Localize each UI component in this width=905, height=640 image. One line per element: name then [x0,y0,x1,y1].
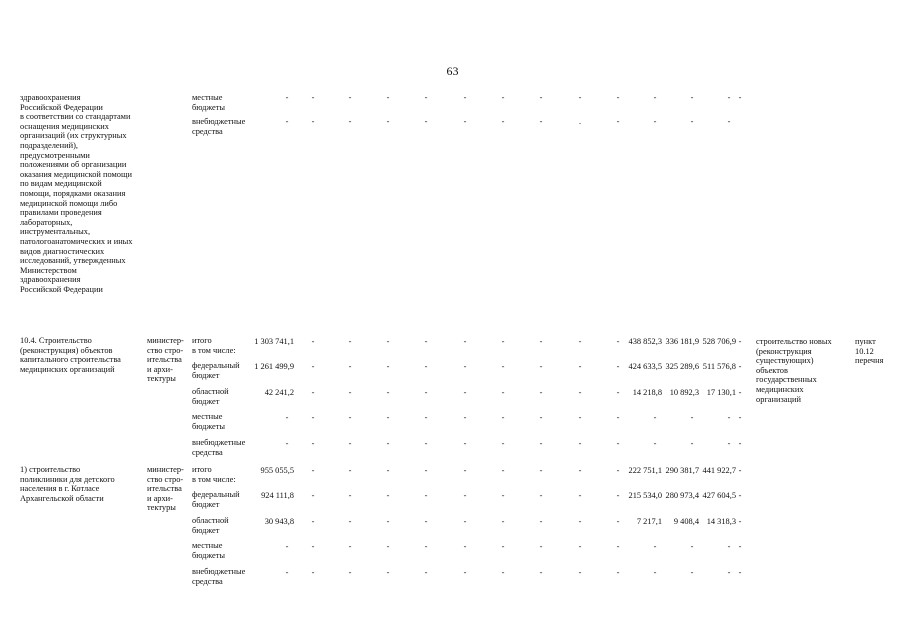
cell-value: - [738,517,742,526]
cell-value: - [463,517,467,526]
cell-value: - [653,568,657,577]
item-name: 1) строительство поликлиники для детского населения в г. Котласе Архангельской области [20,465,115,503]
cell-value: - [348,466,352,475]
cell-value: - [501,517,505,526]
cell-value: - [616,439,620,448]
cell-value: - [348,362,352,371]
cell-value: - [727,117,731,126]
funding-source: местные бюджеты [192,412,226,431]
cell-value: 10 892,3 [669,388,699,397]
cell-value: - [463,542,467,551]
cell-value: - [463,491,467,500]
cell-value: - [501,117,505,126]
cell-value: - [578,466,582,475]
cell-value: 438 852,3 [628,337,662,346]
cell-value: - [501,362,505,371]
cell-value: - [539,117,543,126]
cell-value: - [501,337,505,346]
cell-value: - [501,491,505,500]
cell-value: 1 261 499,9 [254,362,294,371]
cell-value: - [463,568,467,577]
cell-value: - [463,388,467,397]
executor: министер- ство стро- ительства и архи- тектуры [147,336,184,384]
cell-value: - [386,117,390,126]
cell-value: - [501,568,505,577]
cell-value: 955 055,5 [260,466,294,475]
cell-value: - [386,542,390,551]
cell-value: - [348,93,352,102]
funding-source: внебюджетные средства [192,438,246,457]
cell-value: - [539,388,543,397]
cell-value: - [616,93,620,102]
cell-value: - [348,388,352,397]
cell-value: - [424,439,428,448]
cell-value: - [539,362,543,371]
cell-value: 222 751,1 [628,466,662,475]
cell-value: - [616,388,620,397]
cell-value: - [424,337,428,346]
cell-value: - [653,413,657,422]
cell-value: - [616,517,620,526]
cell-value: 17 130,1 [706,388,736,397]
cell-value: . [578,117,582,126]
cell-value: - [616,337,620,346]
item-name: здравоохранения Российской Федерации в соответствии со стандартами оснащения медицинских организаций (их структурных подразделений), предусмотренными положениями об организации оказания медицинской помощи по видам медицинской помощи, порядками оказания медицинской помощи либо правилами проведения лабораторных, инструментальных, патологоанатомических и иных видов диагностических исследований, утвержденных Министерством здравоохранения Российской Федерации [20,93,133,294]
cell-value: - [348,542,352,551]
cell-value: - [738,466,742,475]
cell-value: - [463,413,467,422]
cell-value: - [386,491,390,500]
cell-value: - [311,439,315,448]
cell-value: - [578,542,582,551]
cell-value: - [653,117,657,126]
cell-value: - [578,337,582,346]
cell-value: - [311,413,315,422]
reference: пункт 10.12 перечня [855,337,884,366]
cell-value: - [285,117,289,126]
cell-value: - [311,568,315,577]
cell-value: - [386,337,390,346]
cell-value: - [690,413,694,422]
funding-source: федеральный бюджет [192,361,240,380]
cell-value: - [311,542,315,551]
cell-value: - [727,439,731,448]
cell-value: - [616,542,620,551]
cell-value: - [539,491,543,500]
cell-value: - [501,542,505,551]
cell-value: - [616,491,620,500]
cell-value: - [285,439,289,448]
cell-value: 427 604,5 [702,491,736,500]
cell-value: - [424,517,428,526]
cell-value: - [424,568,428,577]
executor: министер- ство стро- ительства и архи- тектуры [147,465,184,513]
cell-value: 441 922,7 [702,466,736,475]
cell-value: - [348,568,352,577]
cell-value: - [653,93,657,102]
cell-value: - [386,517,390,526]
cell-value: - [424,93,428,102]
cell-value: - [285,568,289,577]
cell-value: - [386,439,390,448]
expected-result: строительство новых (реконструкция существующих) объектов государственных медицинских организаций [756,337,832,404]
cell-value: 14 318,3 [706,517,736,526]
cell-value: - [424,466,428,475]
cell-value: - [311,388,315,397]
cell-value: 42 241,2 [264,388,294,397]
funding-source: местные бюджеты [192,93,226,112]
cell-value: - [690,542,694,551]
cell-value: - [348,439,352,448]
cell-value: - [727,413,731,422]
cell-value: - [463,93,467,102]
cell-value: - [653,542,657,551]
cell-value: - [424,362,428,371]
cell-value: - [690,117,694,126]
cell-value: 511 576,8 [702,362,736,371]
cell-value: 9 408,4 [673,517,699,526]
cell-value: - [386,362,390,371]
cell-value: - [311,466,315,475]
cell-value: - [285,413,289,422]
funding-source: итого в том числе: [192,336,236,355]
cell-value: - [424,388,428,397]
cell-value: - [539,93,543,102]
cell-value: - [348,517,352,526]
cell-value: 1 303 741,1 [254,337,294,346]
cell-value: 280 973,4 [665,491,699,500]
cell-value: - [463,117,467,126]
cell-value: - [463,466,467,475]
cell-value: - [501,93,505,102]
cell-value: - [386,413,390,422]
cell-value: - [616,117,620,126]
cell-value: - [311,517,315,526]
cell-value: - [738,568,742,577]
cell-value: 424 633,5 [628,362,662,371]
funding-source: федеральный бюджет [192,490,240,509]
cell-value: - [616,362,620,371]
cell-value: - [738,362,742,371]
cell-value: - [348,337,352,346]
cell-value: - [463,362,467,371]
cell-value: - [463,439,467,448]
page-number: 63 [446,64,459,78]
cell-value: - [311,117,315,126]
cell-value: - [539,466,543,475]
cell-value: - [738,491,742,500]
cell-value: - [738,542,742,551]
cell-value: 528 706,9 [702,337,736,346]
cell-value: - [311,362,315,371]
cell-value: - [738,93,742,102]
cell-value: - [539,413,543,422]
cell-value: - [727,568,731,577]
cell-value: - [578,439,582,448]
cell-value: - [539,439,543,448]
cell-value: - [311,337,315,346]
cell-value: - [285,93,289,102]
cell-value: - [578,93,582,102]
cell-value: - [501,413,505,422]
cell-value: - [690,439,694,448]
cell-value: - [386,466,390,475]
cell-value: - [348,117,352,126]
cell-value: - [501,439,505,448]
cell-value: - [616,413,620,422]
funding-source: внебюджетные средства [192,117,246,136]
cell-value: - [578,362,582,371]
cell-value: - [424,542,428,551]
cell-value: - [578,413,582,422]
cell-value: - [653,439,657,448]
cell-value: - [311,491,315,500]
cell-value: - [424,491,428,500]
cell-value: - [386,568,390,577]
cell-value: - [738,388,742,397]
cell-value: - [386,93,390,102]
cell-value: - [501,388,505,397]
cell-value: 30 943,8 [264,517,294,526]
cell-value: 325 289,6 [665,362,699,371]
cell-value: - [424,117,428,126]
cell-value: - [285,542,289,551]
cell-value: - [690,93,694,102]
cell-value: - [424,413,428,422]
cell-value: - [616,466,620,475]
cell-value: - [738,337,742,346]
cell-value: - [386,388,390,397]
cell-value: - [738,413,742,422]
cell-value: - [727,542,731,551]
cell-value: 290 381,7 [665,466,699,475]
cell-value: - [311,93,315,102]
cell-value: - [578,491,582,500]
funding-source: областной бюджет [192,516,229,535]
cell-value: - [578,517,582,526]
cell-value: - [539,337,543,346]
funding-source: итого в том числе: [192,465,236,484]
cell-value: - [463,337,467,346]
cell-value: 7 217,1 [636,517,662,526]
cell-value: - [501,466,505,475]
funding-source: местные бюджеты [192,541,226,560]
cell-value: - [348,491,352,500]
funding-source: внебюджетные средства [192,567,246,586]
cell-value: 924 111,8 [261,491,294,500]
cell-value: - [578,388,582,397]
cell-value: - [539,517,543,526]
cell-value: - [690,568,694,577]
cell-value: 215 534,0 [628,491,662,500]
cell-value: 14 218,8 [632,388,662,397]
cell-value: 336 181,9 [665,337,699,346]
cell-value: - [578,568,582,577]
cell-value: - [738,439,742,448]
cell-value: - [348,413,352,422]
cell-value: - [539,568,543,577]
item-name: 10.4. Строительство (реконструкция) объектов капитального строительства медицинских организаций [20,336,121,374]
cell-value: - [616,568,620,577]
cell-value: - [727,93,731,102]
funding-source: областной бюджет [192,387,229,406]
cell-value: - [539,542,543,551]
